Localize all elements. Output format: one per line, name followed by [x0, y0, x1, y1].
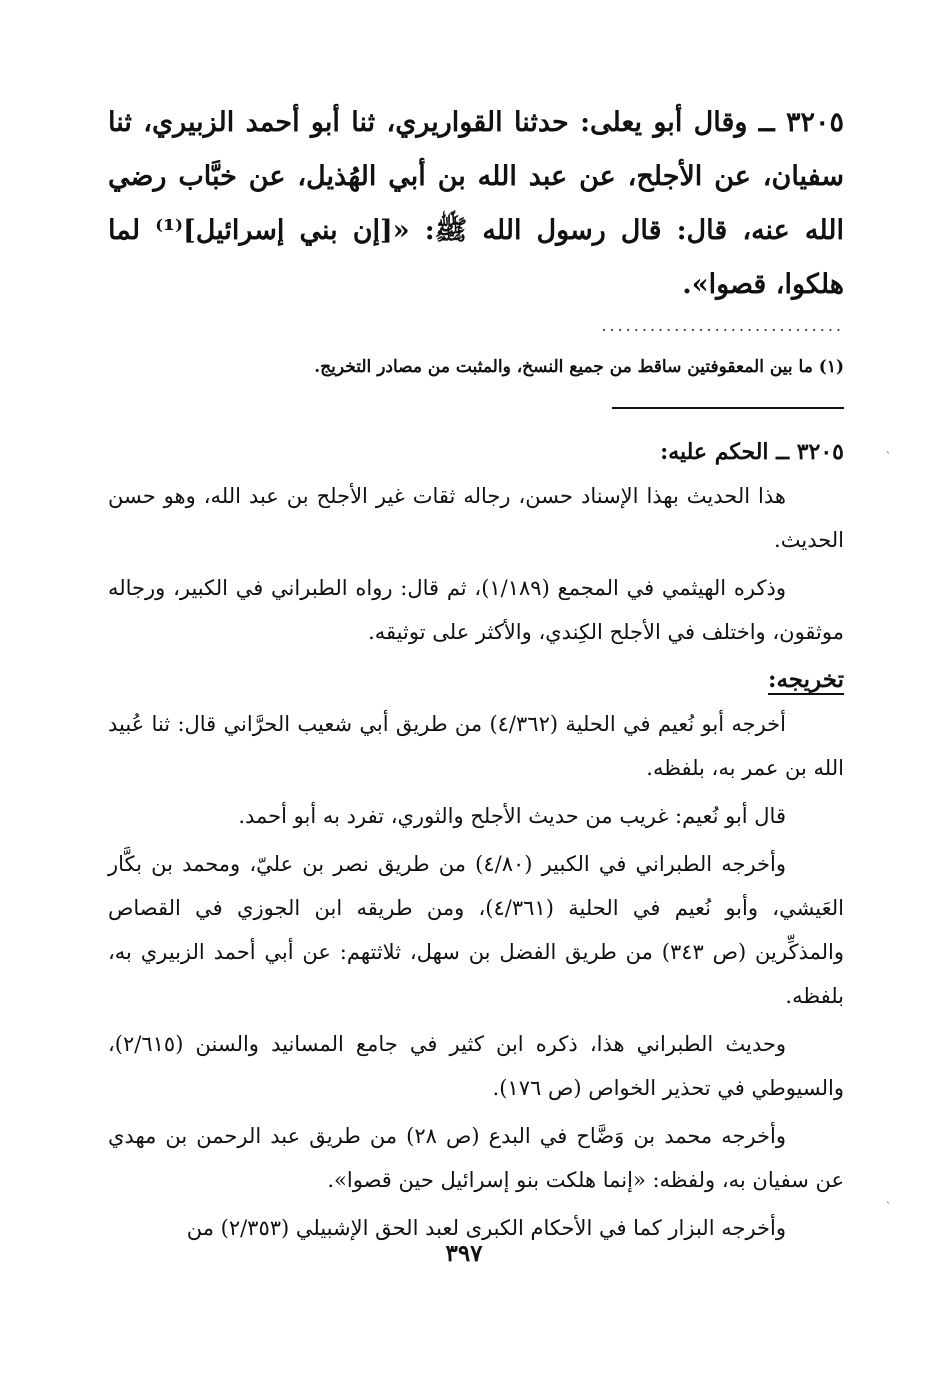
takhrij-paragraph-4: وحديث الطبراني هذا، ذكره ابن كثير في جامع المسانيد والسنن (٢/٦١٥)، والسيوطي في تحذير الخواص (ص ١٧٦).	[108, 1032, 844, 1100]
section-divider	[612, 407, 844, 409]
takhrij-paragraph-1: أخرجه أبو نُعيم في الحلية (٤/٣٦٢) من طريق أبي شعيب الحرَّاني قال: ثنا عُبيد الله بن عمر به، بلفظه.	[108, 712, 844, 780]
ruling-heading: ٣٢٠٥ ــ الحكم عليه:	[660, 439, 844, 465]
footnote: (١) ما بين المعقوفتين ساقط من جميع النسخ، والمثبت من مصادر التخريج.	[314, 357, 844, 377]
takhrij-paragraph-3: وأخرجه الطبراني في الكبير (٤/٨٠) من طريق نصر بن عليّ، ومحمد بن بكَّار العَيشي، وأبو نُعيم في الحلية (٤/٣٦١)، ومن طريقه ابن الجوزي في القصاص والمذكِّرين (ص ٣٤٣) من طريق الفضل بن سهل، ثلاثتهم: عن أبي أحمد الزبيري به، بلفظه.	[108, 852, 845, 1008]
hadith-text: ٣٢٠٥ ــ وقال أبو يعلى: حدثنا القواريري، ثنا أبو أحمد الزبيري، ثنا سفيان، عن الأجلح، عن عبد الله بن أبي الهُذيل، عن خبَّاب رضي الله عنه، قال: قال رسول الله ﷺ: «[إن بني إسرائيل]⁽¹⁾ لما هلكوا، قصوا».	[108, 107, 844, 300]
takhrij-paragraph-6: وأخرجه البزار كما في الأحكام الكبرى لعبد الحق الإشبيلي (٢/٣٥٣) من	[186, 1216, 786, 1240]
takhrij-paragraph-5: وأخرجه محمد بن وَضَّاح في البدع (ص ٢٨) من طريق عبد الرحمن بن مهدي عن سفيان به، ولفظه: «إنما هلكت بنو إسرائيل حين قصوا».	[108, 1124, 844, 1192]
scan-speck: ˎ	[886, 1190, 890, 1204]
takhrij-heading: تخريجه:	[767, 666, 844, 693]
page-number: ٣٩٧	[445, 1240, 483, 1267]
footnote-separator: ..............................	[601, 316, 844, 335]
commentary	[108, 430, 844, 1254]
ruling-paragraph-2: وذكره الهيثمي في المجمع (١/١٨٩)، ثم قال: رواه الطبراني في الكبير، ورجاله موثقون، واختلف في الأجلح الكِندي، والأكثر على توثيقه.	[108, 576, 844, 644]
scan-speck: ˎ	[886, 440, 890, 454]
takhrij-paragraph-2: قال أبو نُعيم: غريب من حديث الأجلح والثوري، تفرد به أبو أحمد.	[238, 804, 786, 828]
ruling-paragraph-1: هذا الحديث بهذا الإسناد حسن، رجاله ثقات غير الأجلح بن عبد الله، وهو حسن الحديث.	[108, 484, 844, 552]
